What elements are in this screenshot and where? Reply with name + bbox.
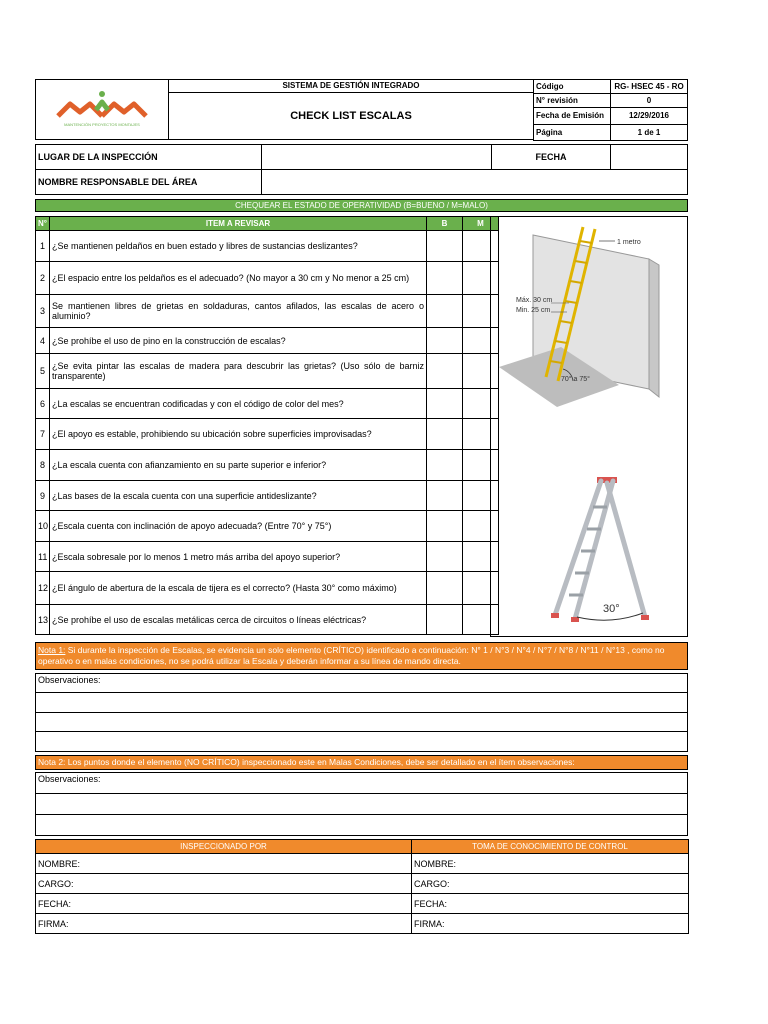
fecha-label: FECHA — [491, 144, 611, 170]
meta-label: Código — [534, 80, 611, 94]
item-number: 13 — [36, 605, 50, 635]
table-row — [36, 511, 499, 542]
table-row — [36, 605, 499, 635]
observations-line[interactable] — [35, 712, 688, 732]
item-text: ¿Se prohíbe el uso de escalas metálicas cerca de circuitos o líneas eléctricas? — [50, 605, 427, 635]
observations-line[interactable] — [35, 731, 688, 752]
item-number: 5 — [36, 354, 50, 389]
item-text: ¿Escala sobresale por lo menos 1 metro más arriba del apoyo superior? — [50, 542, 427, 572]
item-number: 4 — [36, 328, 50, 354]
item-number: 11 — [36, 542, 50, 572]
meta-label: N° revisión — [534, 94, 611, 108]
inspector-fecha-field[interactable]: FECHA: — [36, 894, 412, 914]
table-row — [36, 262, 499, 295]
item-text: ¿El apoyo es estable, prohibiendo su ubicación sobre superficies improvisadas? — [50, 419, 427, 450]
item-text: ¿El espacio entre los peldaños es el adecuado? (No mayor a 30 cm y No menor a 25 cm) — [50, 262, 427, 295]
item-number: 10 — [36, 511, 50, 542]
check-b[interactable] — [427, 389, 463, 419]
checklist-table — [35, 216, 499, 635]
control-cargo-field[interactable]: CARGO: — [412, 874, 689, 894]
col-item-header: ITEM A REVISAR — [50, 217, 427, 231]
control-fecha-field[interactable]: FECHA: — [412, 894, 689, 914]
label-max: Máx. 30 cm — [516, 297, 553, 304]
check-b[interactable] — [427, 328, 463, 354]
inspector-firma-field[interactable]: FIRMA: — [36, 914, 412, 934]
item-number: 8 — [36, 450, 50, 481]
item-number: 3 — [36, 295, 50, 328]
nota2-banner: Nota 2: Los puntos donde el elemento (NO CRÍTICO) inspeccionado este en Malas Condiciones, debe ser detallado en el ítem observaciones: — [35, 755, 688, 770]
label-30-degrees: 30° — [603, 603, 620, 615]
table-row — [36, 389, 499, 419]
control-header: TOMA DE CONOCIMIENTO DE CONTROL — [412, 840, 689, 854]
table-row — [36, 295, 499, 328]
control-firma-field[interactable]: FIRMA: — [412, 914, 689, 934]
extension-ladder-illustration — [491, 217, 687, 417]
lugar-field[interactable] — [261, 144, 492, 170]
observations-block-1 — [35, 673, 688, 752]
item-text: ¿Escala cuenta con inclinación de apoyo adecuada? (Entre 70° y 75°) — [50, 511, 427, 542]
item-text: ¿Las bases de la escala cuenta con una superficie antideslizante? — [50, 481, 427, 511]
check-b[interactable] — [427, 262, 463, 295]
item-text: ¿Se mantienen peldaños en buen estado y libres de sustancias deslizantes? — [50, 231, 427, 262]
ladder-figure-box — [490, 216, 688, 637]
table-row — [36, 481, 499, 511]
observations-line[interactable] — [35, 692, 688, 713]
system-title: SISTEMA DE GESTIÓN INTEGRADO — [168, 79, 534, 93]
col-b-header: B — [427, 217, 463, 231]
meta-value: RG- HSEC 45 - RO — [611, 80, 688, 94]
item-text: ¿Se evita pintar las escalas de madera para descubrir las grietas? (Uso sólo de barniz transparente) — [50, 354, 427, 389]
table-row — [36, 450, 499, 481]
item-text: Se mantienen libres de grietas en soldaduras, cantos afilados, las escalas de acero o aluminio? — [50, 295, 427, 328]
item-number: 6 — [36, 389, 50, 419]
label-1m: 1 metro — [617, 239, 641, 246]
item-number: 1 — [36, 231, 50, 262]
check-b[interactable] — [427, 419, 463, 450]
table-row — [36, 328, 499, 354]
meta-value: 0 — [611, 94, 688, 108]
check-b[interactable] — [427, 450, 463, 481]
doc-title: CHECK LIST ESCALAS — [168, 92, 534, 140]
item-text: ¿La escala cuenta con afianzamiento en su parte superior e inferior? — [50, 450, 427, 481]
svg-text:MANTENCIÓN PROYECTOS MONTAJES: MANTENCIÓN PROYECTOS MONTAJES — [64, 122, 140, 127]
observations-block-2 — [35, 772, 688, 836]
check-b[interactable] — [427, 231, 463, 262]
item-number: 12 — [36, 572, 50, 605]
observations-line[interactable] — [35, 814, 688, 836]
item-text: ¿El ángulo de abertura de la escala de tijera es el correcto? (Hasta 30° como máximo) — [50, 572, 427, 605]
meta-label: Fecha de Emisión — [534, 108, 611, 125]
check-b[interactable] — [427, 605, 463, 635]
observations-label: Observaciones: — [35, 673, 688, 693]
check-b[interactable] — [427, 511, 463, 542]
check-b[interactable] — [427, 481, 463, 511]
check-b[interactable] — [427, 295, 463, 328]
col-m-header: M — [463, 217, 499, 231]
inspector-cargo-field[interactable]: CARGO: — [36, 874, 412, 894]
table-row — [36, 419, 499, 450]
meta-label: Página — [534, 125, 611, 141]
fecha-field[interactable] — [610, 144, 688, 170]
table-row — [36, 542, 499, 572]
inspected-by-header: INSPECCIONADO POR — [36, 840, 412, 854]
check-b[interactable] — [427, 354, 463, 389]
item-number: 7 — [36, 419, 50, 450]
nota1-banner — [35, 642, 688, 670]
check-b[interactable] — [427, 572, 463, 605]
inspector-name-field[interactable]: NOMBRE: — [36, 854, 412, 874]
step-ladder-illustration — [491, 467, 687, 637]
item-number: 2 — [36, 262, 50, 295]
label-min: Min. 25 cm — [516, 307, 551, 314]
meta-value: 1 de 1 — [611, 125, 688, 141]
table-row — [36, 572, 499, 605]
company-logo — [36, 80, 168, 139]
item-text: ¿La escalas se encuentran codificadas y con el código de color del mes? — [50, 389, 427, 419]
observations-line[interactable] — [35, 793, 688, 815]
nota1-text: Si durante la inspección de Escalas, se evidencia un solo elemento (CRÍTICO) identificado a continuación: N° 1 / N°3 / N°4 / N°7 / N°8 / N°11 / N°13 , como no operativo o en malas condiciones, no se podrá utilizar la Escala y deberán informar a su línea de mando directa. — [38, 645, 665, 666]
label-angle: 70° a 75° — [561, 376, 590, 383]
responsable-label: NOMBRE RESPONSABLE DEL ÁREA — [35, 169, 262, 195]
header-meta-table — [533, 79, 688, 141]
item-number: 9 — [36, 481, 50, 511]
control-name-field[interactable]: NOMBRE: — [412, 854, 689, 874]
item-text: ¿Se prohíbe el uso de pino en la construcción de escalas? — [50, 328, 427, 354]
meta-value: 12/29/2016 — [611, 108, 688, 125]
checklist-banner: CHEQUEAR EL ESTADO DE OPERATIVIDAD (B=BUENO / M=MALO) — [35, 199, 688, 212]
header-logo-box — [35, 79, 169, 140]
check-b[interactable] — [427, 542, 463, 572]
nota1-prefix: Nota 1: — [38, 645, 66, 655]
lugar-label: LUGAR DE LA INSPECCIÓN — [35, 144, 262, 170]
col-no-header: N° — [36, 217, 50, 231]
signature-table — [35, 839, 689, 934]
table-row — [36, 231, 499, 262]
responsable-field[interactable] — [261, 169, 688, 195]
table-row — [36, 354, 499, 389]
observations-label: Observaciones: — [35, 772, 688, 794]
